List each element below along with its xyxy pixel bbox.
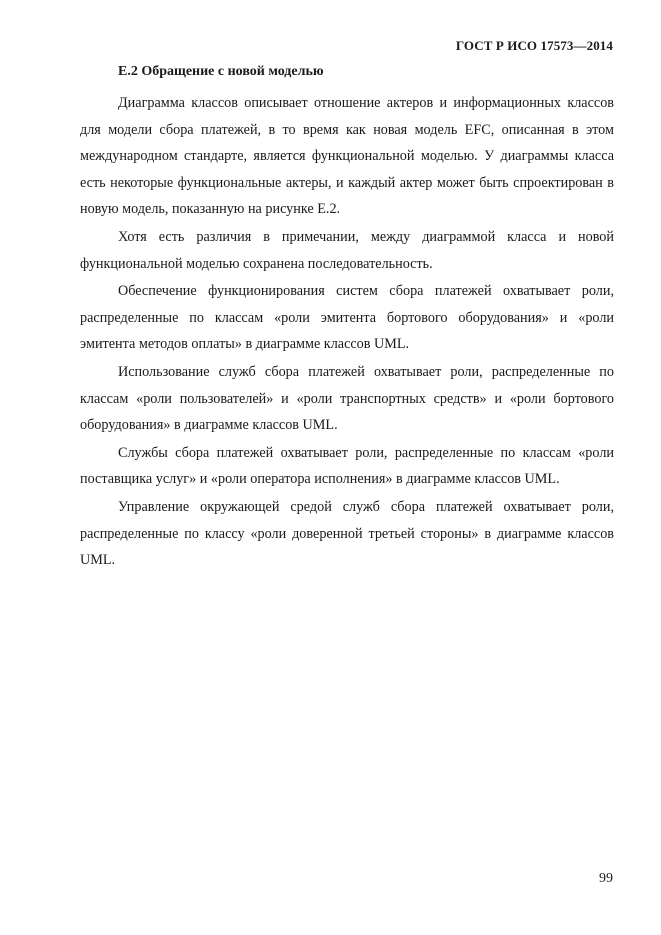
paragraph: Обеспечение функционирования систем сбора платежей охватывает роли, распределенные по классам «роли эмитента бортового оборудования» и «роли эмитента методов оплаты» в диаграмме классов UML. — [80, 283, 614, 353]
page-content — [80, 62, 614, 575]
section-title: E.2 Обращение с новой моделью — [118, 64, 324, 79]
paragraph: Управление окружающей средой служб сбора платежей охватывает роли, распределенные по классу «роли доверенной третьей стороны» в диаграмме классов UML. — [80, 498, 614, 569]
paragraph: Использование служб сбора платежей охватывает роли, распределенные по классам «роли пользователей» и «роли транспортных средств» и «роли бортового оборудования» в диаграмме классов UML. — [80, 363, 614, 434]
paragraph: Диаграмма классов описывает отношение актеров и информационных классов для модели сбора платежей, в то время как новая модель EFC, описанная в этом международном стандарте, является функциональной моделью. У диаграммы класса есть некоторые функциональные актеры, и каждый актер может быть спроектирован в новую модель, показанную на рисунке E.2. — [80, 95, 614, 218]
document-header: ГОСТ Р ИСО 17573—2014 — [455, 38, 613, 53]
paragraph: Службы сбора платежей охватывает роли, распределенные по классам «роли поставщика услуг» и «роли оператора исполнения» в диаграмме классов UML. — [80, 444, 614, 488]
page-number: 99 — [599, 871, 613, 886]
paragraph: Хотя есть различия в примечании, между диаграммой класса и новой функциональной моделью сохранена последовательность. — [80, 228, 614, 272]
